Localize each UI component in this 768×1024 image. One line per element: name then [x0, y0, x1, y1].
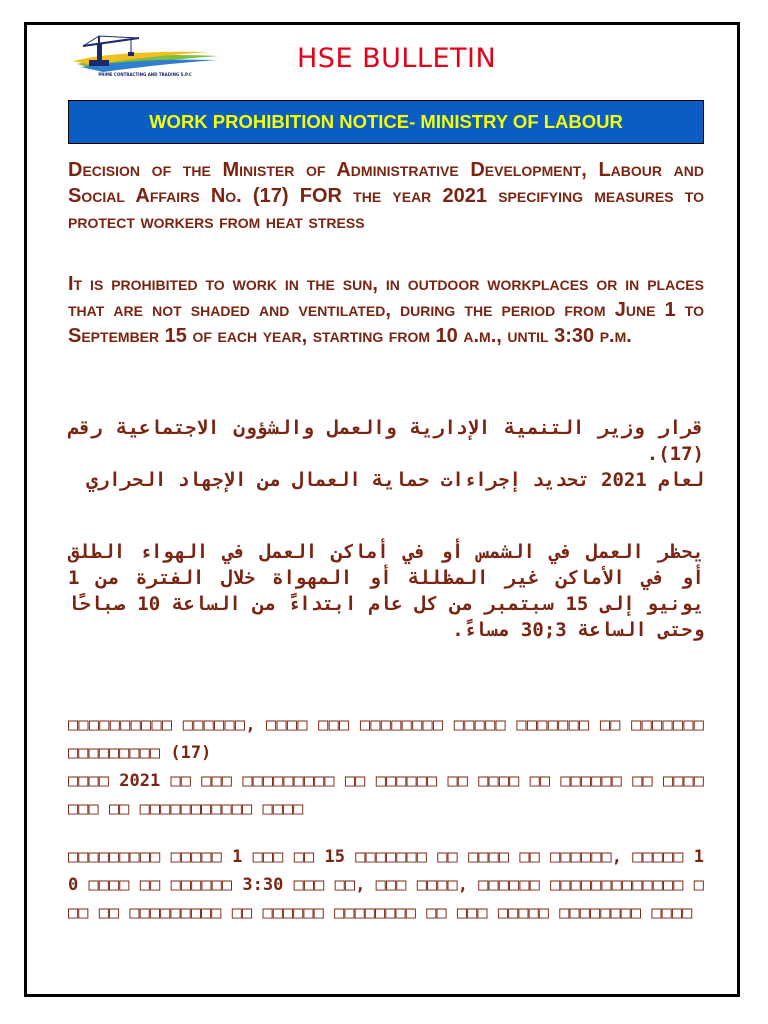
bulletin-frame: [24, 22, 740, 997]
notice-banner: [68, 100, 704, 144]
logo-caption: PRIME CONTRACTING AND TRADING S.P.C: [98, 72, 192, 77]
arabic-decision-text: قرار وزير التنمية الإدارية والعمل والشؤون الاجتماعية رقم (17). لعام 2021 تحديد إجراءات حماية العمال من الإجهاد الحراري: [68, 417, 704, 491]
crane-logo-icon: [69, 34, 221, 74]
unrendered-decision-text: □□□□□□□□□□ □□□□□□, □□□□ □□□ □□□□□□□□ □□□□□ □□□□□□□ □□ □□□□□□□ □□□□□□□□□ (17) □□□□ 2021 □□ □□□ □□□□□□□□□ □□ □□□□□□ □□ □□□□ □□ □□□□□□ □□ □□□□□□□ □□ □□□□□□□□□□□ □□□□: [68, 715, 704, 819]
unrendered-prohibition-text: □□□□□□□□□ □□□□□ 1 □□□ □□ 15 □□□□□□□ □□ □□□□ □□ □□□□□□, □□□□□ 10 □□□□ □□ □□□□□□ 3:30 □□□ □□, □□□ □□□□, □□□□□□ □□□□□□□□□□□□□ □□□ □□ □□□□□□□□□ □□ □□□□□□ □□□□□□□□ □□ □□□ □□□□□ □□□□□□□□ □□□□: [68, 847, 704, 923]
english-prohibition-text: It is prohibited to work in the sun, in outdoor workplaces or in places that are not shaded and ventilated, during the period from June 1 to September 15 of each year, starting from 10 a.m., until 3:30 p.m.: [68, 273, 704, 347]
english-decision-text: Decision of the Minister of Administrative Development, Labour and Social Affairs No. (17) FOR the year 2021 specifying measures to protect workers from heat stress: [68, 159, 704, 233]
notice-banner-text: WORK PROHIBITION NOTICE- MINISTRY OF LABOUR: [149, 111, 623, 132]
company-logo: [69, 34, 221, 86]
page-title: HSE BULLETIN: [297, 43, 497, 74]
arabic-prohibition-text: يحظر العمل في الشمس أو في أماكن العمل في الهواء الطلق أو في الأماكن غير المظللة أو المهواة خلال الفترة من 1 يونيو إلى 15 سبتمبر من كل عام ابتداءً من الساعة 10 صباحًا وحتى الساعة 3;30 مساءً.: [68, 541, 705, 641]
